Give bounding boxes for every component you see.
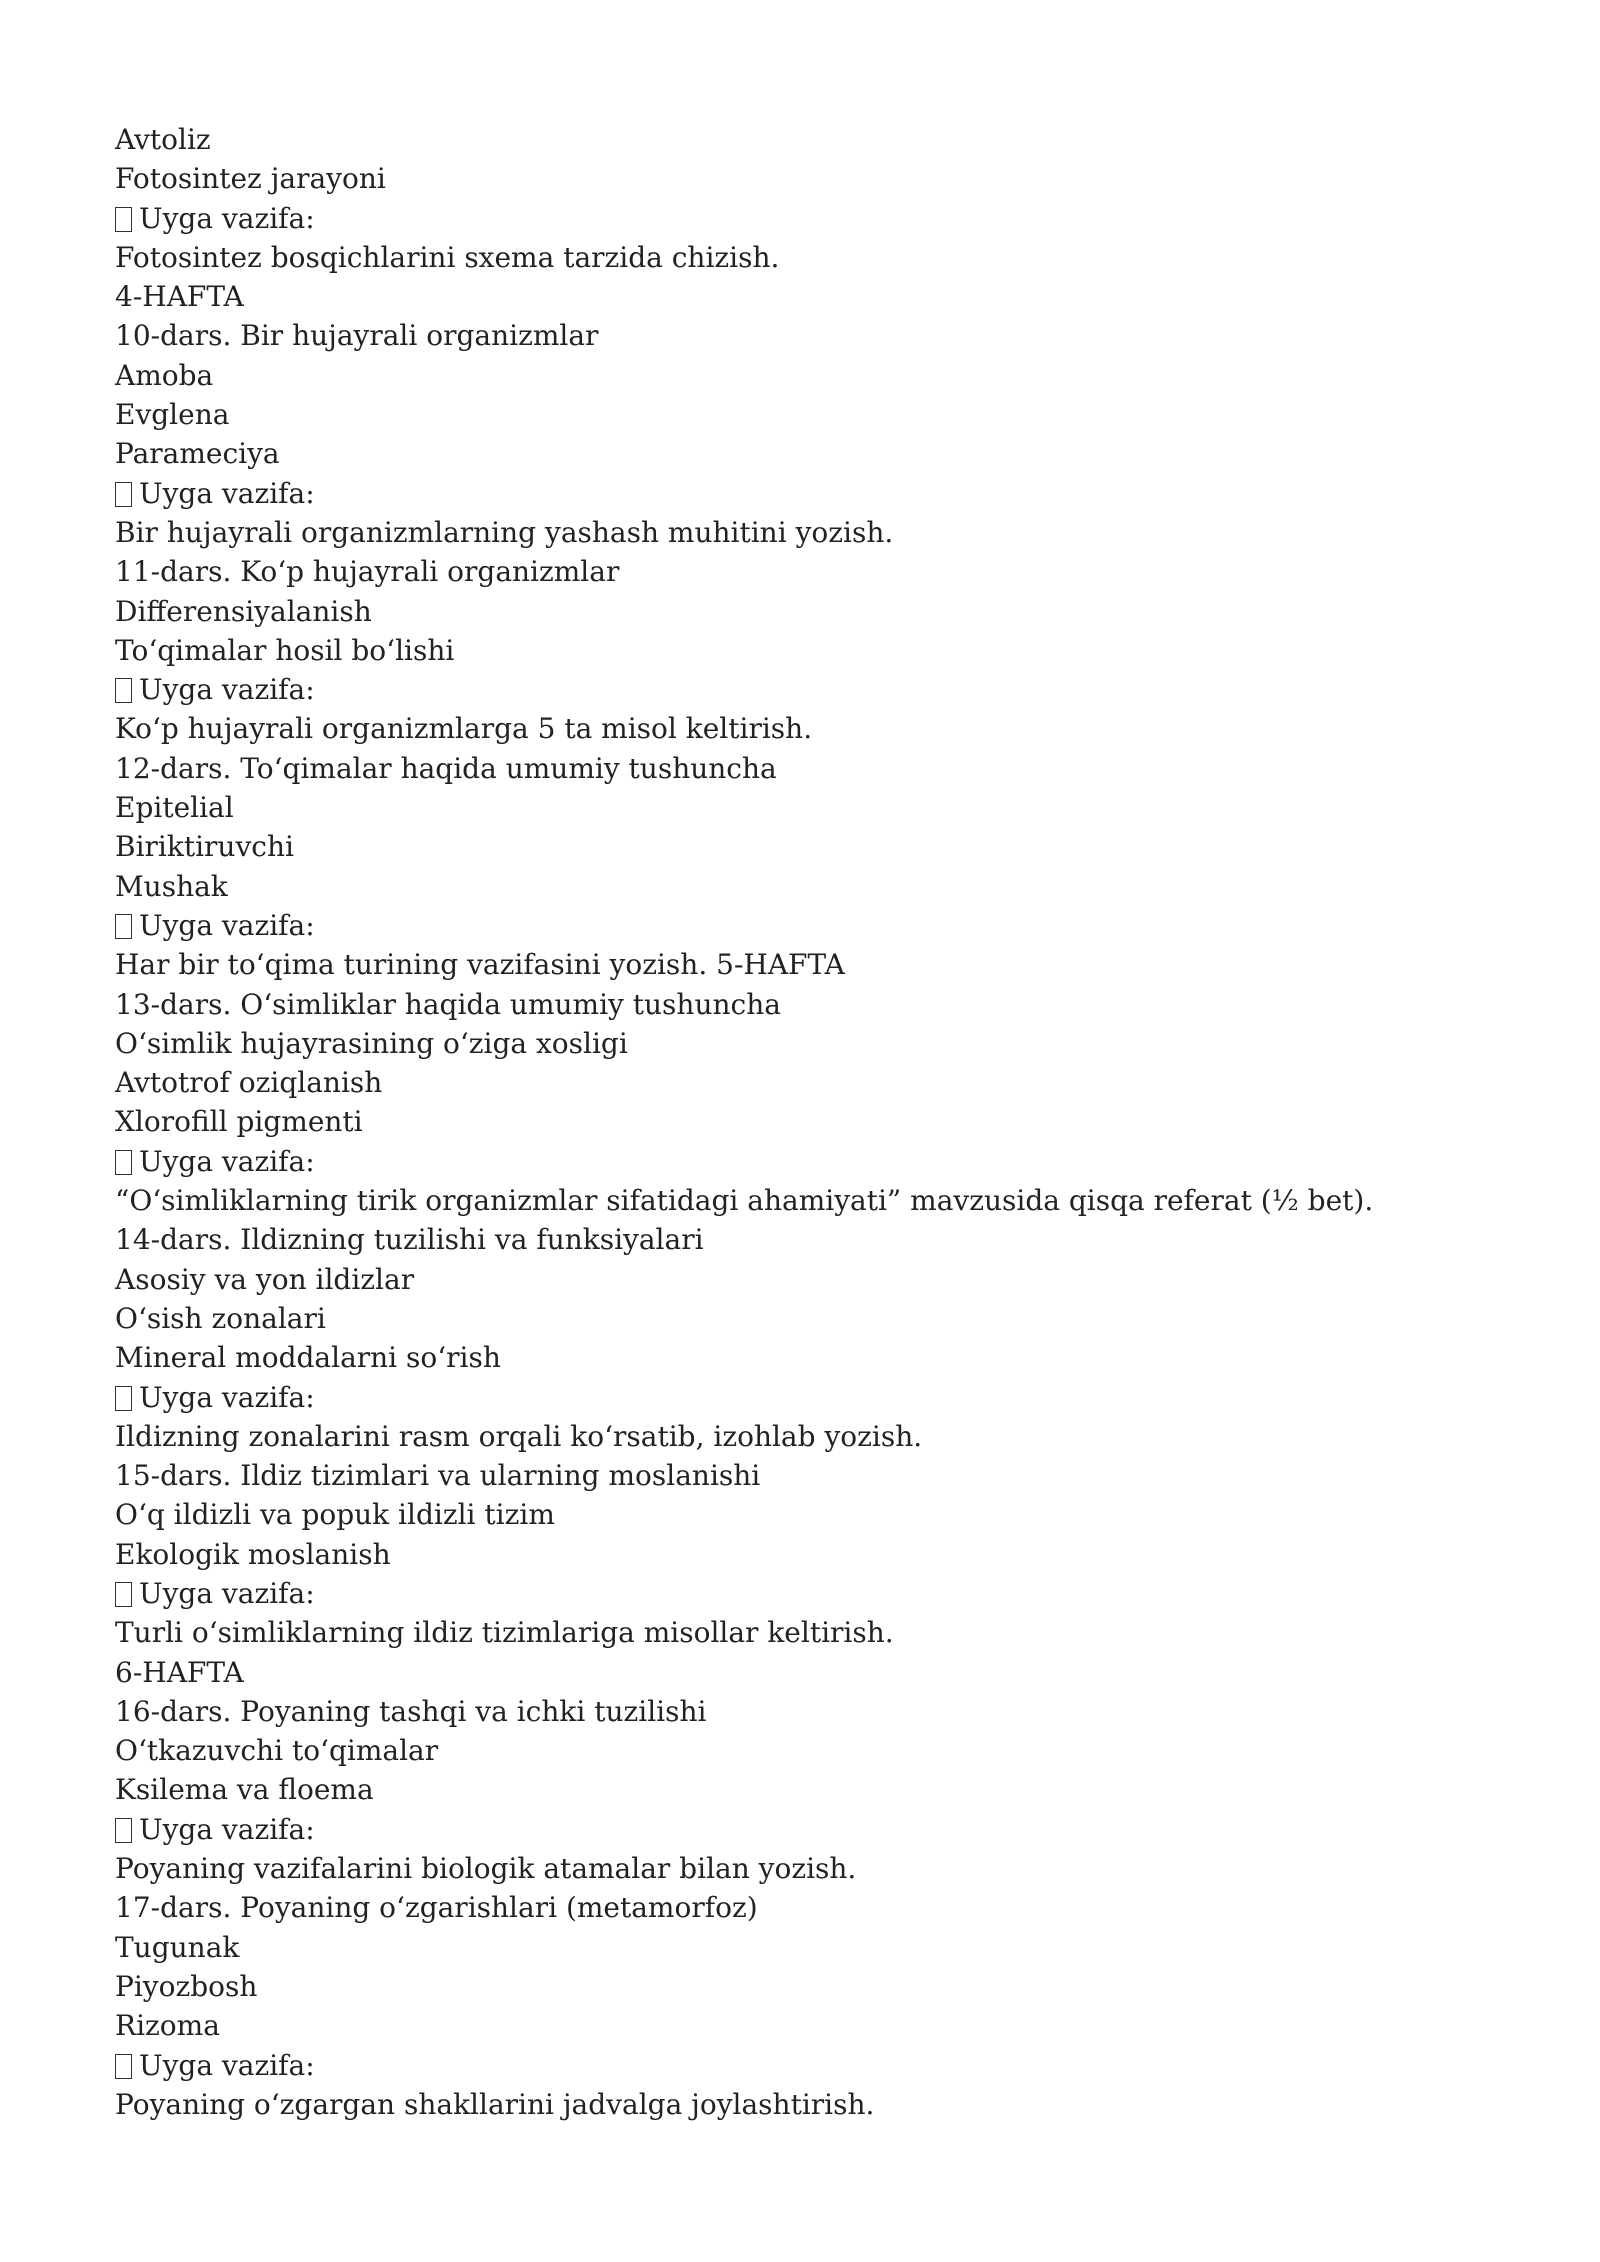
missing-glyph-box-icon — [115, 1582, 132, 1607]
line-text: 6-HAFTA — [115, 1655, 244, 1689]
line-text: Mushak — [115, 869, 228, 903]
line-text: 16-dars. Poyaning tashqi va ichki tuzilishi — [115, 1694, 707, 1728]
document-line — [115, 788, 1535, 827]
document-line — [115, 1495, 1535, 1534]
homework-heading — [115, 906, 1535, 945]
document-line — [115, 1613, 1535, 1652]
document-line — [115, 827, 1535, 866]
homework-heading — [115, 1142, 1535, 1181]
missing-glyph-box-icon — [115, 1818, 132, 1843]
document-line — [115, 1417, 1535, 1456]
document-line — [115, 356, 1535, 395]
homework-label: Uyga vazifa: — [139, 476, 315, 510]
document-line — [115, 395, 1535, 434]
document-line — [115, 238, 1535, 277]
line-text: 15-dars. Ildiz tizimlari va ularning moslanishi — [115, 1459, 761, 1493]
line-text: Poyaning oʻzgargan shakllarini jadvalga joylashtirish. — [115, 2087, 875, 2121]
homework-heading — [115, 670, 1535, 709]
document-line — [115, 1102, 1535, 1141]
document-page — [115, 120, 1535, 2124]
missing-glyph-box-icon — [115, 1150, 132, 1175]
homework-label: Uyga vazifa: — [139, 1812, 315, 1846]
document-line — [115, 1181, 1535, 1220]
line-text: Amoba — [115, 358, 214, 392]
line-text: Bir hujayrali organizmlarning yashash muhitini yozish. — [115, 515, 894, 549]
document-line — [115, 1535, 1535, 1574]
document-line — [115, 1456, 1535, 1495]
line-text: Parameciya — [115, 437, 280, 471]
document-line — [115, 120, 1535, 159]
document-line — [115, 945, 1535, 984]
document-line — [115, 631, 1535, 670]
line-text: 10-dars. Bir hujayrali organizmlar — [115, 319, 599, 353]
line-text: Turli oʻsimliklarning ildiz tizimlariga misollar keltirish. — [115, 1616, 894, 1650]
homework-label: Uyga vazifa: — [139, 908, 315, 942]
document-line — [115, 749, 1535, 788]
homework-heading — [115, 199, 1535, 238]
line-text: Ekologik moslanish — [115, 1537, 391, 1571]
line-text: Ksilema va floema — [115, 1773, 374, 1807]
document-line — [115, 592, 1535, 631]
document-line — [115, 1967, 1535, 2006]
line-text: Avtoliz — [115, 123, 211, 156]
line-text: Xlorofill pigmenti — [115, 1105, 363, 1139]
homework-heading — [115, 1378, 1535, 1417]
line-text: Fotosintez jarayoni — [115, 162, 386, 196]
missing-glyph-box-icon — [115, 482, 132, 507]
line-text: Oʻtkazuvchi toʻqimalar — [115, 1734, 439, 1768]
document-line — [115, 1338, 1535, 1377]
line-text: 4-HAFTA — [115, 280, 244, 314]
line-text: Asosiy va yon ildizlar — [115, 1262, 415, 1296]
line-text: Oʻsish zonalari — [115, 1301, 326, 1335]
line-text: 11-dars. Koʻp hujayrali organizmlar — [115, 555, 620, 589]
line-text: Ildizning zonalarini rasm orqali koʻrsatib, izohlab yozish. — [115, 1419, 923, 1453]
missing-glyph-box-icon — [115, 914, 132, 939]
document-line — [115, 1063, 1535, 1102]
document-line — [115, 434, 1535, 473]
line-text: 17-dars. Poyaning oʻzgarishlari (metamorfoz) — [115, 1891, 758, 1925]
homework-heading — [115, 1810, 1535, 1849]
document-line — [115, 1653, 1535, 1692]
document-line — [115, 1299, 1535, 1338]
document-line — [115, 1928, 1535, 1967]
line-text: Rizoma — [115, 2009, 220, 2043]
document-line — [115, 2006, 1535, 2045]
document-line — [115, 552, 1535, 591]
document-line — [115, 1888, 1535, 1927]
line-text: 12-dars. Toʻqimalar haqida umumiy tushuncha — [115, 751, 777, 785]
document-line — [115, 1692, 1535, 1731]
document-line — [115, 2085, 1535, 2124]
line-text: Mineral moddalarni soʻrish — [115, 1341, 501, 1375]
document-line — [115, 709, 1535, 748]
line-text: Poyaning vazifalarini biologik atamalar bilan yozish. — [115, 1852, 857, 1886]
document-line — [115, 1770, 1535, 1809]
document-line — [115, 985, 1535, 1024]
line-text: Piyozbosh — [115, 1969, 258, 2003]
line-text: 13-dars. Oʻsimliklar haqida umumiy tushuncha — [115, 987, 781, 1021]
missing-glyph-box-icon — [115, 2054, 132, 2079]
document-line — [115, 277, 1535, 316]
homework-heading — [115, 474, 1535, 513]
document-line — [115, 1024, 1535, 1063]
line-text: Har bir toʻqima turining vazifasini yozish. 5-HAFTA — [115, 948, 845, 982]
line-text: Koʻp hujayrali organizmlarga 5 ta misol keltirish. — [115, 712, 813, 746]
homework-label: Uyga vazifa: — [139, 201, 315, 235]
line-text: Biriktiruvchi — [115, 830, 294, 864]
homework-label: Uyga vazifa: — [139, 1380, 315, 1414]
homework-label: Uyga vazifa: — [139, 1576, 315, 1610]
missing-glyph-box-icon — [115, 207, 132, 232]
line-text: Differensiyalanish — [115, 594, 372, 628]
line-text: 14-dars. Ildizning tuzilishi va funksiyalari — [115, 1223, 704, 1257]
document-line — [115, 1731, 1535, 1770]
line-text: Avtotrof oziqlanish — [115, 1066, 383, 1100]
homework-heading — [115, 2046, 1535, 2085]
missing-glyph-box-icon — [115, 1386, 132, 1411]
document-line — [115, 316, 1535, 355]
line-text: Toʻqimalar hosil boʻlishi — [115, 633, 455, 667]
missing-glyph-box-icon — [115, 678, 132, 703]
homework-heading — [115, 1574, 1535, 1613]
document-line — [115, 159, 1535, 198]
line-text: Fotosintez bosqichlarini sxema tarzida chizish. — [115, 240, 780, 274]
homework-label: Uyga vazifa: — [139, 1144, 315, 1178]
document-line — [115, 867, 1535, 906]
line-text: “Oʻsimliklarning tirik organizmlar sifatidagi ahamiyati” mavzusida qisqa referat (½ bet). — [115, 1184, 1374, 1218]
line-text: Epitelial — [115, 791, 234, 825]
line-text: Evglena — [115, 398, 230, 432]
document-line — [115, 513, 1535, 552]
homework-label: Uyga vazifa: — [139, 2048, 315, 2082]
line-text: Tugunak — [115, 1930, 240, 1964]
line-text: Oʻq ildizli va popuk ildizli tizim — [115, 1498, 555, 1532]
document-line — [115, 1220, 1535, 1259]
homework-label: Uyga vazifa: — [139, 673, 315, 707]
document-line — [115, 1260, 1535, 1299]
document-line — [115, 1849, 1535, 1888]
line-text: Oʻsimlik hujayrasining oʻziga xosligi — [115, 1026, 628, 1060]
